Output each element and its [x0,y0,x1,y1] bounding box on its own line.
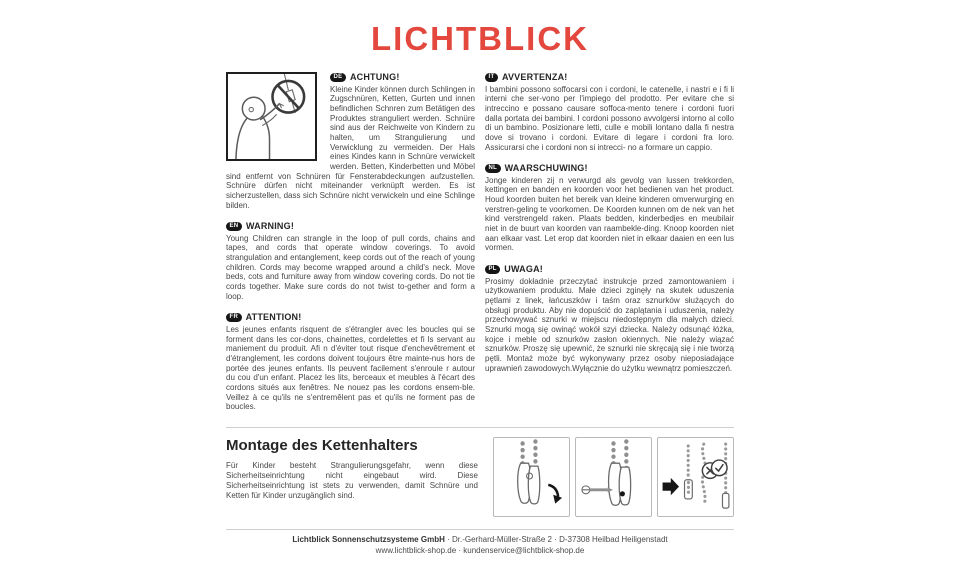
warning-title-it: AVVERTENZA! [501,72,568,82]
warning-heading-nl [485,163,734,173]
chain-holder-rotate-icon [494,438,569,516]
lang-badge-fr: FR [226,313,242,322]
right-column [485,72,734,423]
warning-section-it [485,72,734,152]
warning-title-de: ACHTUNG! [349,72,400,82]
warning-body-it: I bambini possono soffocarsi con i cordoni, le catenelle, i nastri e i fi li interni che ser-vono per l'impiego del prodotto. Per evitare che si intreccino e possano causare soffoca-mento tenere i cordoni fuori dalla portata dei bambini. I cordoni possono avvolgersi intorno al collo di un bambino. Posizionare letti, culle e mobili lontano dalla fi nestra dove si trovano i cordoni. Evitare di legare i cordoni fra loro. Assicurarsi che i cordoni non si intrecci- no a formare un cappio. [485,84,734,152]
brand-logo: LICHTBLICK [371,20,589,57]
montage-step-1 [493,437,570,517]
warning-columns [226,72,734,423]
warning-title-fr: ATTENTION! [245,312,302,323]
child-cord-prohibition-icon [228,74,315,159]
footer-company-name: Lichtblick Sonnenschutzsysteme GmbH [292,534,445,544]
lang-badge-it: IT [485,73,498,82]
warning-heading-de [330,72,475,82]
montage-step-2 [575,437,652,517]
lang-badge-pl: PL [485,265,500,274]
warning-heading-en [226,221,475,231]
warning-section-nl [485,163,734,253]
warning-section-pl [485,264,734,373]
content-area [226,72,734,557]
chain-holder-screw-icon [576,438,651,516]
montage-step-3 [657,437,734,517]
footer-contact-line: www.lichtblick-shop.de · kundenservice@lichtblick-shop.de [375,545,585,555]
warning-section-de [226,72,475,210]
warning-title-pl: UWAGA! [504,264,543,275]
montage-section [226,427,734,517]
footer-address-line [226,535,734,546]
warning-heading-it [485,72,734,82]
lang-badge-nl: NL [485,164,501,173]
warning-title-nl: WAARSCHUWING! [504,163,588,174]
warning-section-en [226,221,475,301]
warning-heading-pl [485,264,734,274]
warning-title-en: WARNING! [245,221,295,232]
warning-heading-fr [226,312,475,322]
montage-text-block [226,437,478,517]
page-footer [226,529,734,557]
lang-badge-en: EN [226,222,242,231]
warning-body-de: Kleine Kinder können durch Schlingen in Zugschnüren, Ketten, Gurten und innen befindlichen Schnren zum Betätigen des Produktes stranguliert werden. Schnüre sind aus der Reichweite von Kindern zu halten, um Strangulierung und Verwicklung zu vermeiden. Der Hals eines Kindes kann in Schnüre verwickelt werden. Betten, Kinderbetten und Möbel sind entfernt von Schnüren für Fensterabdeckungen aufzustellen. Schnüre dürfen nicht miteinander verknüpft werden. Es ist sicherzustellen, dass sich Schnüre nicht verwickeln und eine Schlinge bilden. [226,84,475,210]
montage-step-illustrations [488,437,734,517]
chain-wrong-right-icon [658,438,733,516]
warning-body-fr: Les jeunes enfants risquent de s'étrangler avec les boucles qui se forment dans les cor-dons, chainettes, cordelettes et fi ls servant au maniement du produit. Afi n d'éviter tout risque d'enchevêtrement et d'étranglement, les cordons doivent toujours être mainte-nus hors de portée des jeunes enfants. Ils peuvent facilement s'enroule r autour du cou d'un enfant. Placez les lits, berceaux et meubles à l'écart des cordons situés aux fenêtres. Ne nouez pas les cordons ensem-ble. Veillez à ce qu'ils ne s'entremêlent pas et qu'ils ne forment pas de boucles. [226,324,475,412]
left-column [226,72,475,423]
lang-badge-de: DE [330,73,346,82]
warning-body-en: Young Children can strangle in the loop of pull cords, chains and tapes, and cords that operate window coverings. To avoid strangulation and entanglement, keep cords out of the reach of young children. Cords may become wrapped around a child's neck. Move beds, cots and furniture away from window covering cords. Do not tie cords together. Make sure cords do not twist to-gether and form a loop. [226,233,475,301]
montage-title: Montage des Kettenhalters [226,436,418,454]
montage-body: Für Kinder besteht Strangulierungsgefahr, wenn diese Sicherheitseinrichtung nicht eingebaut wird. Diese Sicherheitseinrichtung ist stets zu verwenden, damit Schnüre und Ketten für Kinder unzugänglich sind. [226,460,478,500]
warning-section-fr [226,312,475,412]
warning-body-pl: Prosimy dokładnie przeczytać instrukcje przed zamontowaniem i użytkowaniem produktu. Małe dzieci zginęły na skutek uduszenia pętlami z linek, łańcuszków i taśm oraz sznurków służących do obsługi produktu. Aby nie dopuścić do zaplątania i uduszenia, należy przechowywać sznurki w miejscu niedostępnym dla małych dzieci. Sznurki mogą się owinąć wokół szyi dziecka. Należy odsunąć łóżka, kojce i meble od sznurków zasłon okiennych. Nie należy wiązać sznurków. Proszę się upewnić, że sznurki nie skręcają się i nie tworzą pętli. Montaż może być wykonywany przez osoby nieposiadające uprawnień zawodowych.Wyłącznie do użytku wewnątrz pomieszczeń. [485,276,734,373]
footer-address: · Dr.-Gerhard-Müller-Straße 2 · D-37308 Heilbad Heiligenstadt [447,534,668,544]
strangulation-warning-illustration [226,72,317,161]
warning-body-nl: Jonge kinderen zij n verwurgd als gevolg van lussen trekkorden, kettingen en banden en koorden voor het bedienen van het product. Houd koorden buiten het bereik van kleine kinderen omverwurging en verstren-geling te voorkomen. De Koorden kunnen om de nek van het kind verstrengeld raken. Plaats bedden, kinderbedjes en meubilair niet in de buurt van koorden van raambekle-ding. Knoop koorden niet aan elkaar vast. Let erop dat koorden niet in elkaar daaien en een lus vormen. [485,175,734,253]
